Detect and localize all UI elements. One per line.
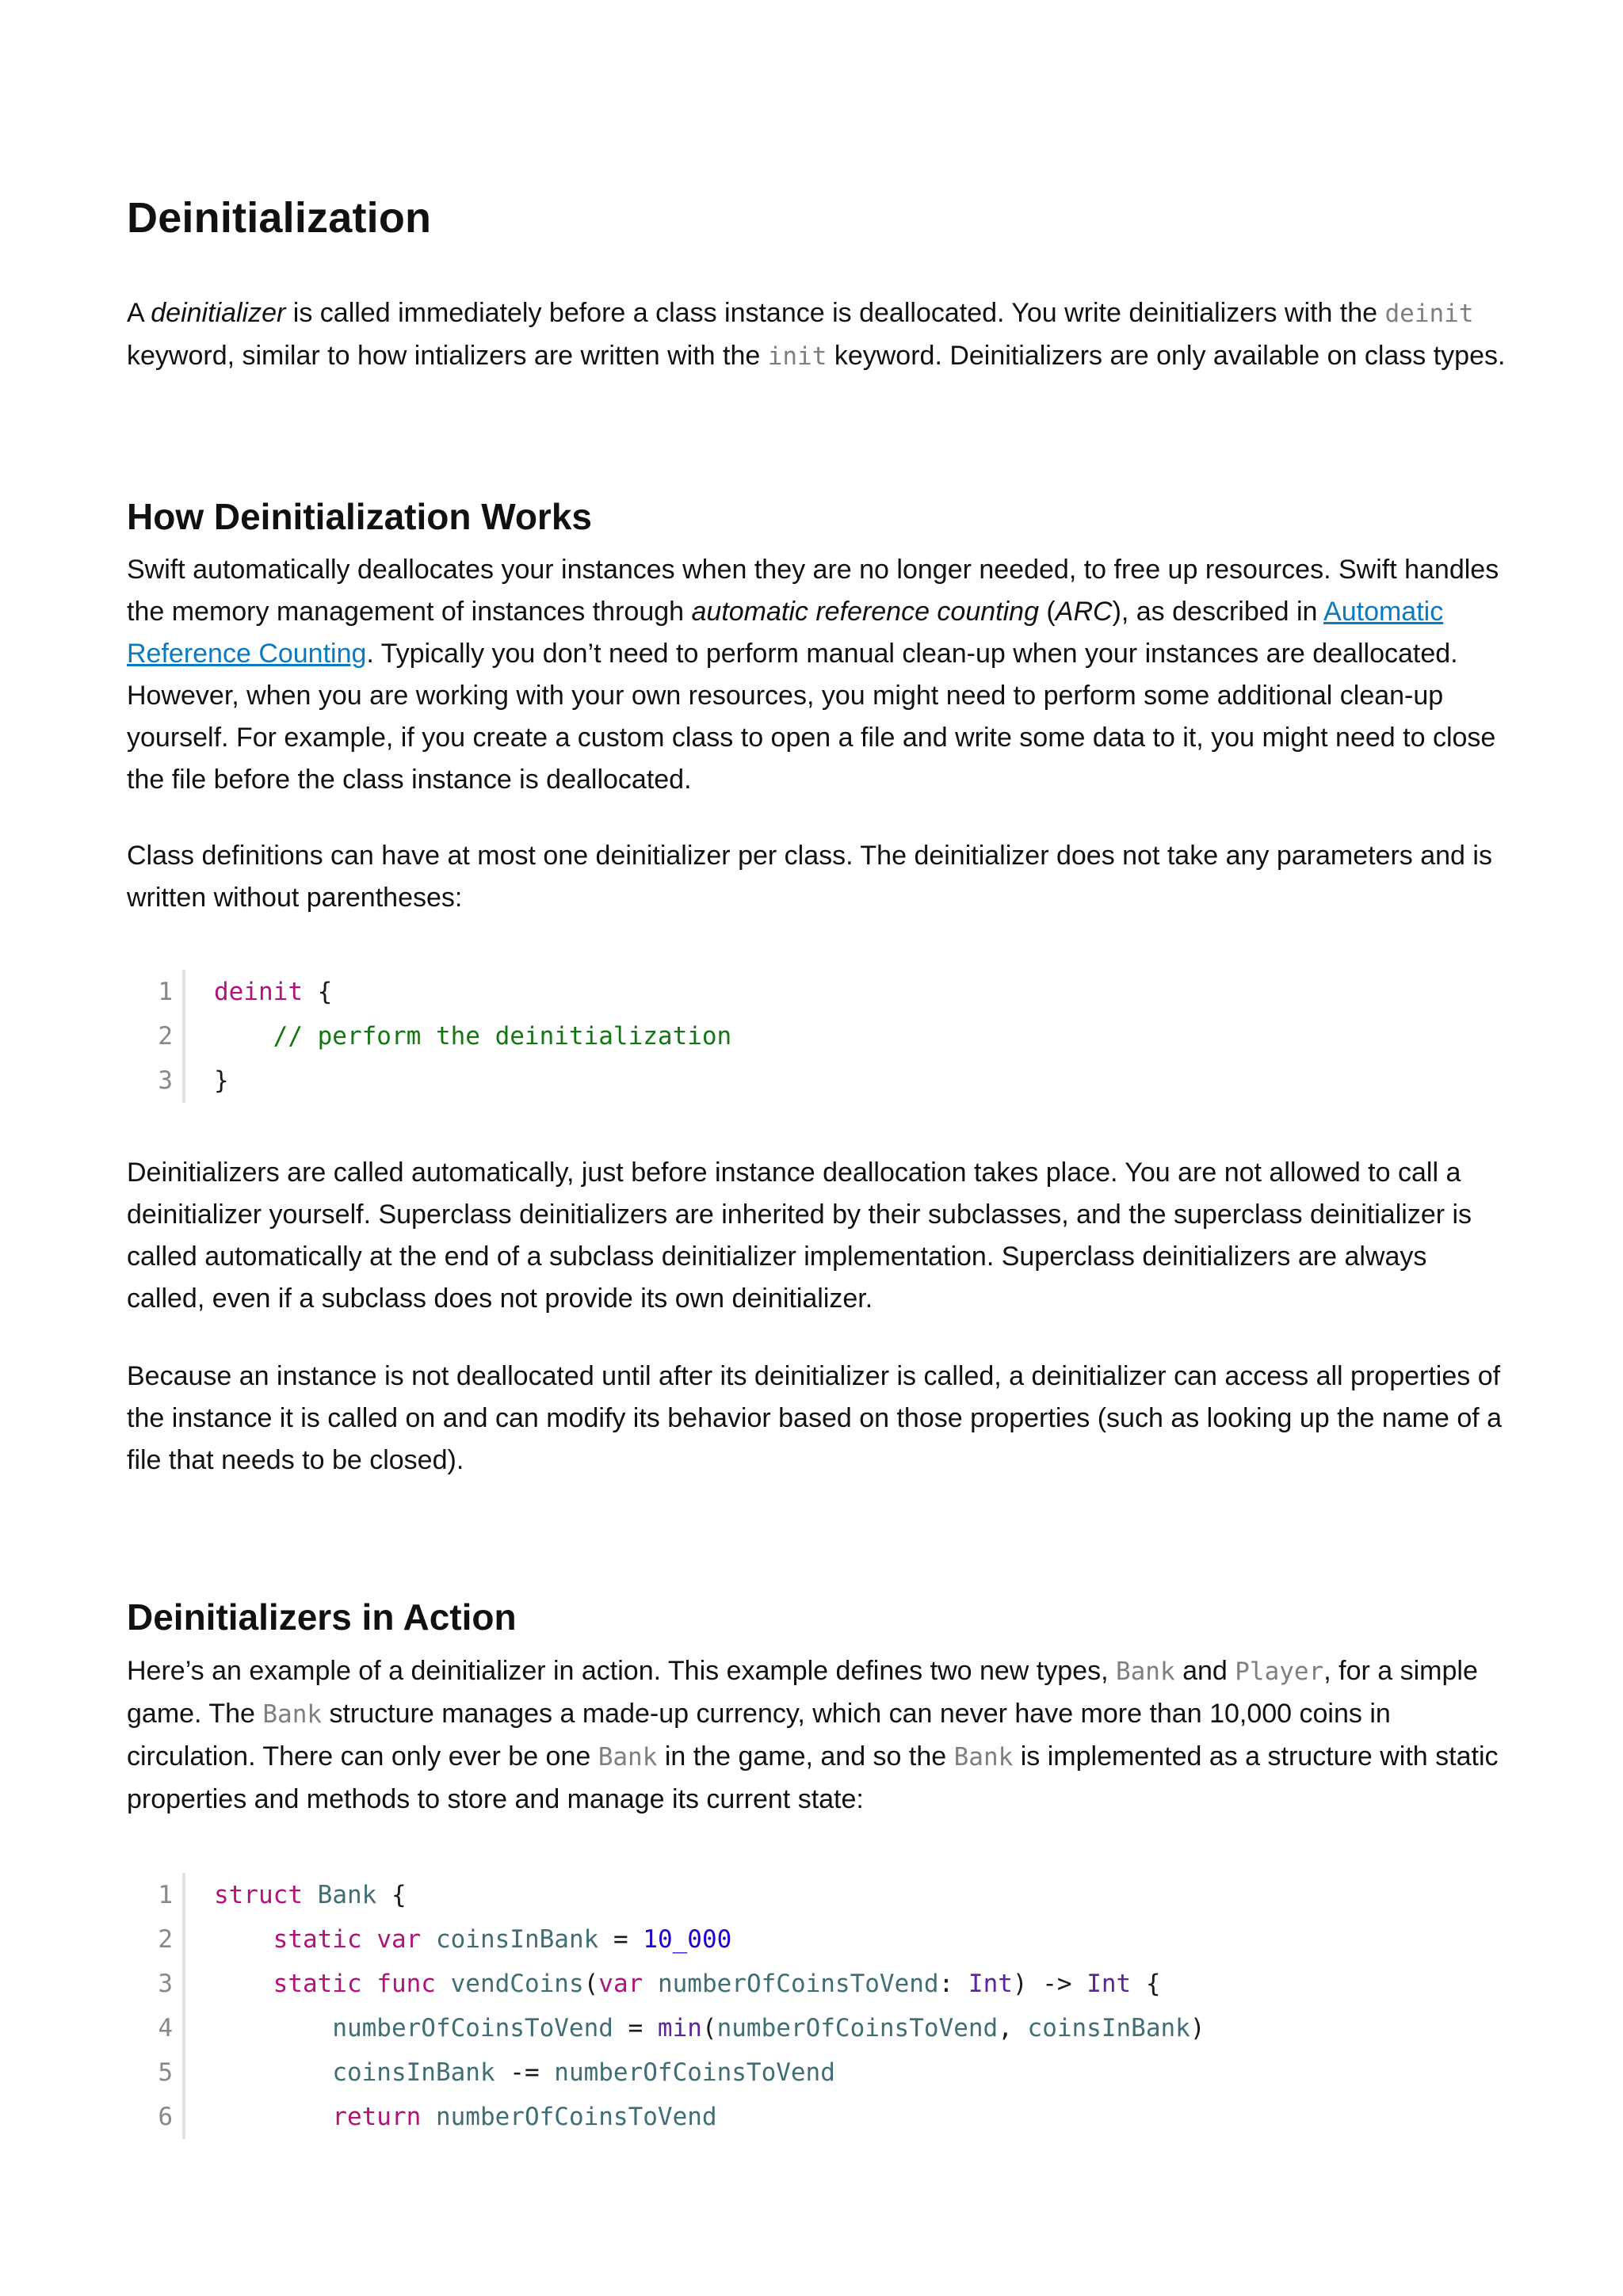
code-deinit: deinit: [1384, 299, 1474, 328]
action-paragraph: Here’s an example of a deinitializer in action. This example defines two new types, Bank and Player, for a simple game. The Bank structure manages a made-up currency, which can never have more than 10,000 coins in circulation. There can only ever be one Bank in the game, and so the Bank is implemented as a structure with static properties and methods to store and manage its current state:: [127, 1656, 1499, 1814]
code-bank: Bank: [1115, 1657, 1175, 1686]
code-line: numberOfCoinsToVend = min(numberOfCoinsToVend, coinsInBank): [332, 2014, 1205, 2042]
code-bank: Bank: [598, 1743, 658, 1772]
line-number: 4: [158, 2014, 173, 2042]
page-title: Deinitialization: [127, 194, 432, 242]
line-number: 1: [158, 1881, 173, 1909]
code-body: [214, 1873, 1205, 2139]
line-number: 3: [158, 1970, 173, 1998]
line-number: 2: [158, 1925, 173, 1954]
code-line: struct Bank {: [214, 1881, 407, 1909]
section-heading-action: Deinitializers in Action: [127, 1596, 517, 1638]
code-line: deinit {: [214, 978, 333, 1006]
line-number-gutter: [143, 970, 185, 1103]
how-paragraph-3: Deinitializers are called automatically, just before instance deallocation takes place. You are not allowed to call a deinitializer yourself. Superclass deinitializers are inherited by their subclasses, and the superclass deinitializer is called automatically at the end of a subclass deinitializer implementation. Superclass deinitializers are always called, even if a subclass does not provide its own deinitializer.: [127, 1158, 1472, 1314]
section-heading-how: How Deinitialization Works: [127, 496, 592, 537]
code-init: init: [767, 342, 827, 371]
code-line: coinsInBank -= numberOfCoinsToVend: [332, 2058, 835, 2087]
code-body: [214, 970, 731, 1103]
code-bank: Bank: [262, 1700, 323, 1729]
intro-paragraph: A deinitializer is called immediately before a class instance is deallocated. You write deinitializers with the deinit keyword, similar to how intializers are written with the init keyword. Deinitializers are only available on class types.: [127, 298, 1506, 371]
code-line: }: [214, 1066, 229, 1095]
line-number-gutter: [143, 1873, 185, 2139]
term-deinitializer: deinitializer: [151, 298, 286, 328]
code-player: Player: [1235, 1657, 1324, 1686]
how-paragraph-4: Because an instance is not deallocated until after its deinitializer is called, a deinitializer can access all properties of the instance it is called on and can modify its behavior based on those properties (such as looking up the name of a file that needs to be closed).: [127, 1361, 1503, 1475]
code-line: // perform the deinitialization: [214, 1022, 732, 1051]
code-line: static func vendCoins(var numberOfCoinsToVend: Int) -> Int {: [273, 1970, 1161, 1998]
line-number: 6: [158, 2103, 173, 2131]
line-number: 5: [158, 2058, 173, 2087]
how-paragraph-1: Swift automatically deallocates your instances when they are no longer needed, to free up resources. Swift handles the memory management of instances through automatic reference counting (ARC), as described in Automatic Reference Counting. Typically you don’t need to perform manual clean-up when your instances are deallocated. However, when you are working with your own resources, you might need to perform some additional clean-up yourself. For example, if you create a custom class to open a file and write some data to it, you might need to close the file before the class instance is deallocated.: [127, 555, 1499, 795]
line-number: 1: [158, 978, 173, 1006]
code-line: return numberOfCoinsToVend: [332, 2103, 717, 2131]
line-number: 2: [158, 1022, 173, 1051]
code-line: static var coinsInBank = 10_000: [273, 1925, 732, 1954]
line-number: 3: [158, 1066, 173, 1095]
code-bank: Bank: [953, 1743, 1014, 1772]
how-paragraph-2: Class definitions can have at most one deinitializer per class. The deinitializer does not take any parameters and is written without parentheses:: [127, 841, 1492, 913]
arc-link[interactable]: Automatic Reference Counting: [127, 597, 1444, 669]
